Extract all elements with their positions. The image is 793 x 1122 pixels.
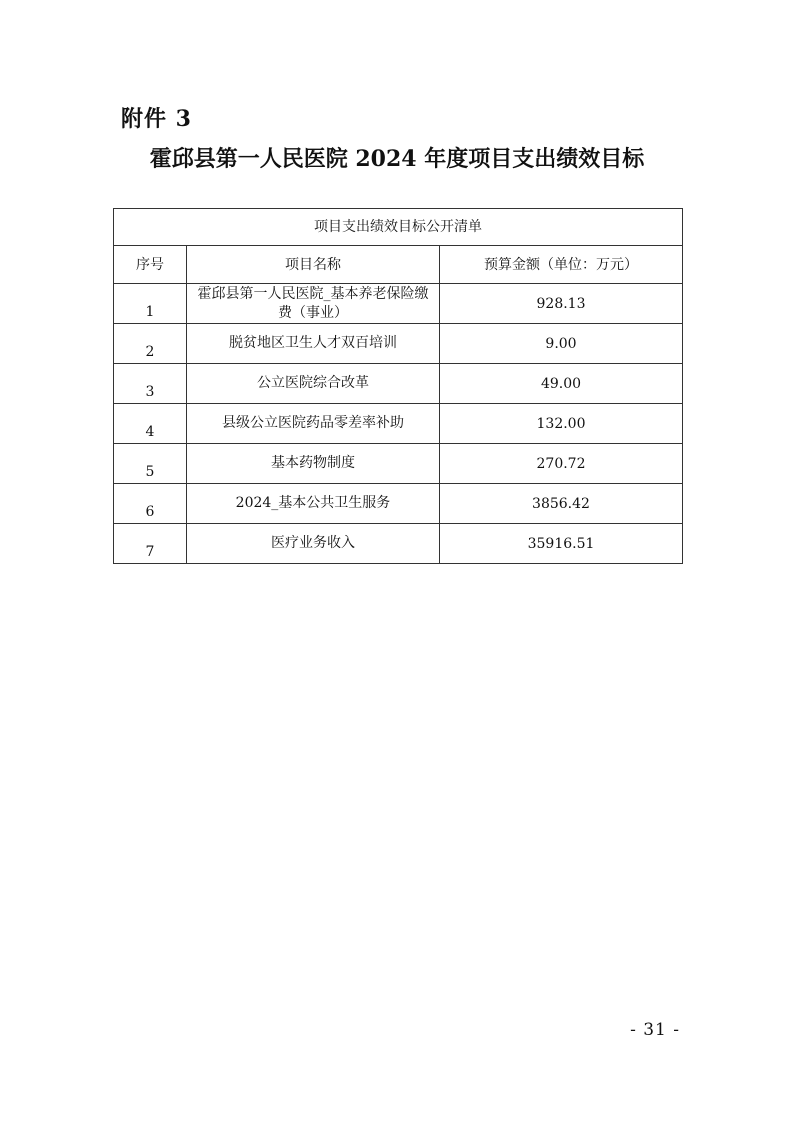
row-index: 4 <box>114 404 187 444</box>
row-index: 5 <box>114 444 187 484</box>
row-project-name: 脱贫地区卫生人才双百培训 <box>187 324 440 364</box>
table-row <box>114 284 683 324</box>
table-row <box>114 484 683 524</box>
row-project-name: 县级公立医院药品零差率补助 <box>187 404 440 444</box>
header-project-name: 项目名称 <box>187 246 440 284</box>
attachment-label: 附件 3 <box>121 106 192 132</box>
header-index: 序号 <box>114 246 187 284</box>
table-row <box>114 404 683 444</box>
row-project-name: 霍邱县第一人民医院_基本养老保险缴费（事业） <box>187 284 440 324</box>
row-budget-amount: 3856.42 <box>440 484 683 524</box>
row-budget-amount: 928.13 <box>440 284 683 324</box>
row-index: 3 <box>114 364 187 404</box>
table-header-row <box>114 246 683 284</box>
row-budget-amount: 132.00 <box>440 404 683 444</box>
row-budget-amount: 49.00 <box>440 364 683 404</box>
page-number: - 31 - <box>630 1020 680 1040</box>
row-budget-amount: 270.72 <box>440 444 683 484</box>
row-index: 6 <box>114 484 187 524</box>
table-caption-row <box>114 209 683 246</box>
row-index: 7 <box>114 524 187 564</box>
table-row <box>114 524 683 564</box>
document-title: 霍邱县第一人民医院 2024 年度项目支出绩效目标 <box>149 146 645 172</box>
row-project-name: 医疗业务收入 <box>187 524 440 564</box>
row-budget-amount: 9.00 <box>440 324 683 364</box>
row-index: 1 <box>114 284 187 324</box>
row-budget-amount: 35916.51 <box>440 524 683 564</box>
table-row <box>114 324 683 364</box>
performance-target-table <box>113 208 683 564</box>
table-row <box>114 444 683 484</box>
table-caption: 项目支出绩效目标公开清单 <box>114 209 683 246</box>
row-index: 2 <box>114 324 187 364</box>
row-project-name: 2024_基本公共卫生服务 <box>187 484 440 524</box>
row-project-name: 公立医院综合改革 <box>187 364 440 404</box>
row-project-name: 基本药物制度 <box>187 444 440 484</box>
table-row <box>114 364 683 404</box>
header-budget-amount: 预算金额（单位：万元） <box>440 246 683 284</box>
